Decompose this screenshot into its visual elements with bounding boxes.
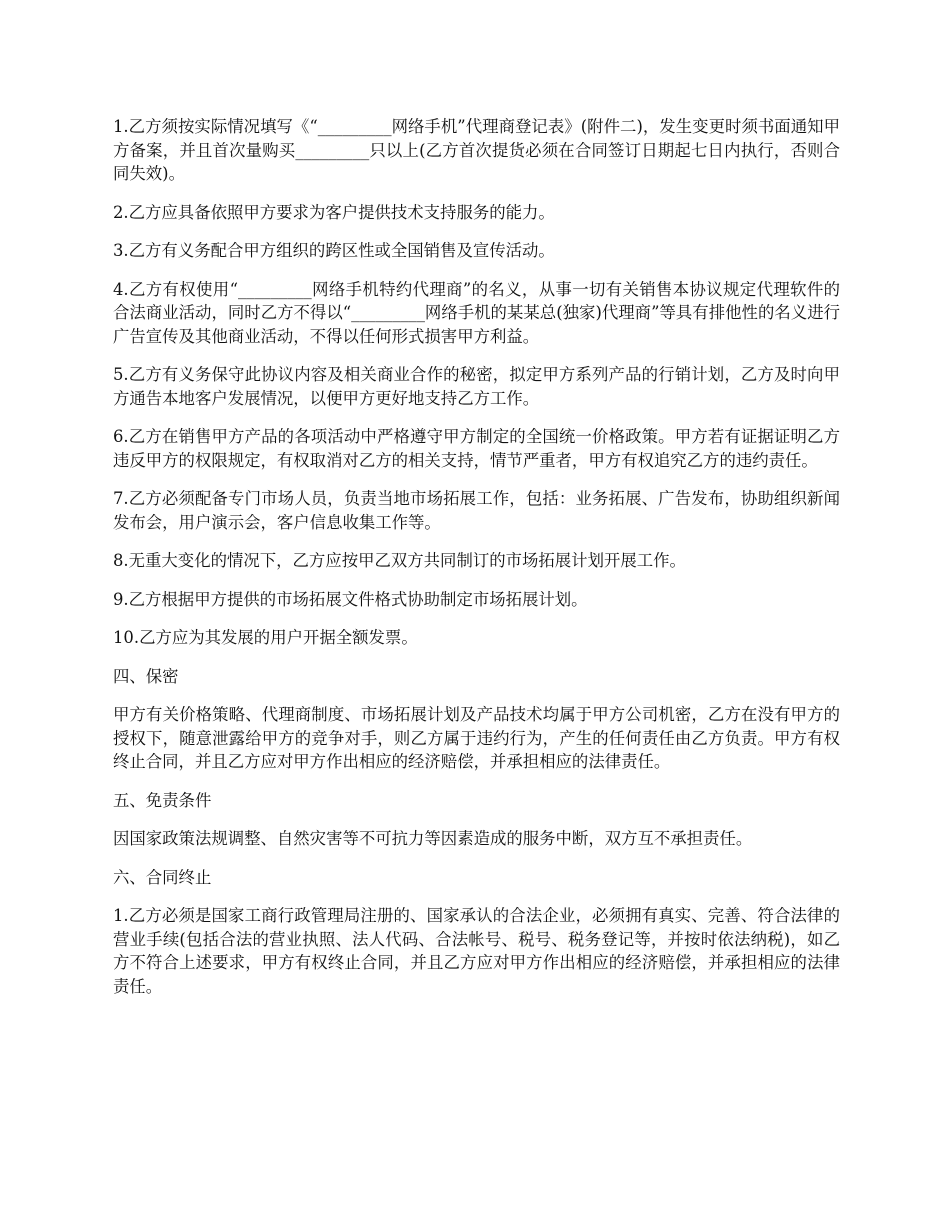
clause-4: 4.乙方有权使用“_________网络手机特约代理商”的名义，从事一切有关销售本协议规定代理软件的合法商业活动，同时乙方不得以“_________网络手机的某某总(独家)代理商”等具有排他性的名义进行广告宣传及其他商业活动，不得以任何形式损害甲方利益。 (113, 279, 840, 346)
exemption-text: 因国家政策法规调整、自然灾害等不可抗力等因素造成的服务中断，双方互不承担责任。 (113, 829, 753, 848)
clause-6: 6.乙方在销售甲方产品的各项活动中严格遵守甲方制定的全国统一价格政策。甲方若有证据证明乙方违反甲方的权限规定，有权取消对乙方的相关支持，情节严重者，甲方有权追究乙方的违约责任。 (113, 427, 840, 470)
clause-8: 8.无重大变化的情况下，乙方应按甲乙双方共同制订的市场拓展计划开展工作。 (113, 551, 686, 570)
document-page (113, 115, 840, 1013)
confidentiality-text: 甲方有关价格策略、代理商制度、市场拓展计划及产品技术均属于甲方公司机密，乙方在没有甲方的授权下，随意泄露给甲方的竞争对手，则乙方属于违约行为，产生的任何责任由乙方负责。甲方有权终止合同，并且乙方应对甲方作出相应的经济赔偿，并承担相应的法律责任。 (113, 705, 840, 771)
clause-5: 5.乙方有义务保守此协议内容及相关商业合作的秘密，拟定甲方系列产品的行销计划，乙方及时向甲方通告本地客户发展情况，以便甲方更好地支持乙方工作。 (113, 365, 840, 408)
clause-10: 10.乙方应为其发展的用户开据全额发票。 (113, 628, 418, 647)
clause-3: 3.乙方有义务配合甲方组织的跨区性或全国销售及宣传活动。 (113, 241, 555, 260)
clause-9: 9.乙方根据甲方提供的市场拓展文件格式协助制定市场拓展计划。 (113, 589, 588, 609)
termination-clause-1: 1.乙方必须是国家工商行政管理局注册的、国家承认的合法企业，必须拥有真实、完善、符合法律的营业手续(包括合法的营业执照、法人代码、合法帐号、税号、税务登记等，并按时依法纳税)，如乙方不符合上述要求，甲方有权终止合同，并且乙方应对甲方作出相应的经济赔偿，并承担相应的法律责任。 (113, 906, 840, 996)
clause-7: 7.乙方必须配备专门市场人员，负责当地市场拓展工作，包括：业务拓展、广告发布，协助组织新闻发布会，用户演示会，客户信息收集工作等。 (113, 489, 840, 532)
section-heading-termination: 六、合同终止 (113, 867, 212, 887)
clause-2: 2.乙方应具备依照甲方要求为客户提供技术支持服务的能力。 (113, 202, 555, 222)
clause-1: 1.乙方须按实际情况填写《“_________网络手机”代理商登记表》(附件二)，发生变更时须书面通知甲方备案，并且首次量购买_________只以上(乙方首次提货必须在合同签订日期起七日内执行，否则合同失效)。 (113, 117, 840, 183)
section-heading-exemption: 五、免责条件 (113, 790, 212, 810)
section-heading-confidentiality: 四、保密 (113, 666, 179, 686)
